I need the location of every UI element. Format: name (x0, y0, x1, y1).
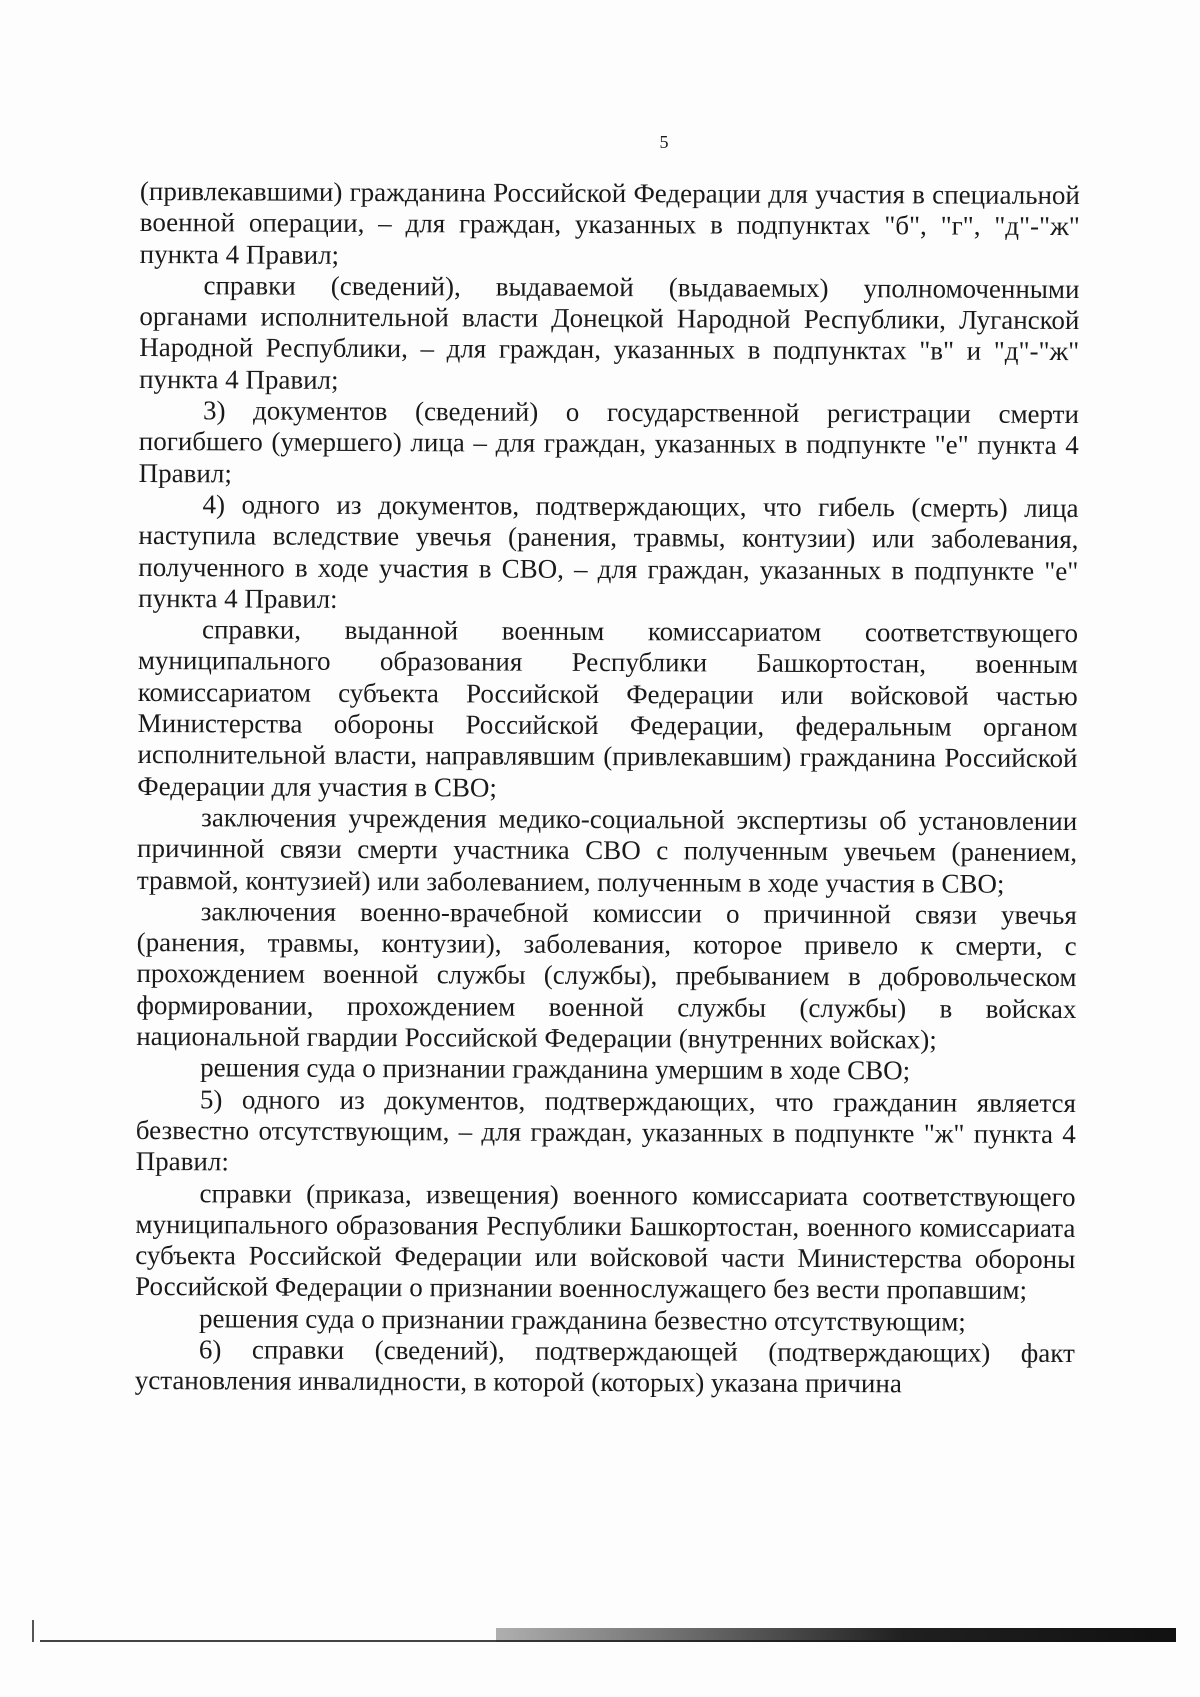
paragraph: заключения учреждения медико-социальной экспертизы об установлении причинной связи смерти участника СВО с полученным увечьем (ранением, травмой, контузией) или заболеванием, полученным в ходе участия в СВО; (136, 802, 1078, 899)
paragraph: справки (сведений), выдаваемой (выдаваемых) уполномоченными органами исполнительной власти Донецкой Народной Республики, Луганской Народной Республики, – для граждан, указанных в подпунктах "в" и "д"-"ж" пункта 4 Правил; (139, 270, 1080, 395)
page-number: 5 (659, 132, 669, 152)
paragraph: заключения военно-врачебной комиссии о причинной связи увечья (ранения, травмы, контузии), заболевания, которое привело к смерти, с прохождением военной службы (службы), пребыванием в добровольческом формировании, прохождением военной службы (службы) в войсках национальной гвардии Российской Федерации (внутренних войсках); (136, 896, 1077, 1055)
paragraph: решения суда о признании гражданина умершим в ходе СВО; (200, 1052, 911, 1086)
paragraph: справки, выданной военным комиссариатом соответствующего муниципального образования Республики Башкортостан, военным комиссариатом субъекта Российской Федерации или войсковой частью Министерства обороны Российской Федерации, федеральным органом исполнительной власти, направлявшим (привлекавшим) гражданина Российской Федерации для участия в СВО; (137, 614, 1079, 803)
paragraph: 4) одного из документов, подтверждающих, что гибель (смерть) лица наступила вследствие увечья (ранения, травмы, контузии) или заболевания, полученного в ходе участия в СВО, – для граждан, указанных в подпункте "е" пункта 4 Правил: (138, 489, 1079, 614)
scan-edge-mark (32, 1620, 34, 1642)
paragraph: решения суда о признании гражданина безвестно отсутствующим; (198, 1302, 966, 1337)
paragraph: справки (приказа, извещения) военного комиссариата соответствующего муниципального образования Республики Башкортостан, военного комиссариата субъекта Российской Федерации или войсковой части Министерства обороны Российской Федерации о признании военнослужащего без вести пропавшим; (135, 1177, 1076, 1306)
paragraph: 5) одного из документов, подтверждающих, что гражданин является безвестно отсутствующим, – для граждан, указанных в подпункте "ж" пункта 4 Правил: (135, 1083, 1077, 1177)
paragraph: 6) справки (сведений), подтверждающей (подтверждающих) факт установления инвалидности, в которой (которых) указана причина (134, 1334, 1075, 1399)
document-body (135, 176, 1080, 1401)
paragraph: 3) документов (сведений) о государственной регистрации смерти погибшего (умершего) лица – для граждан, указанных в подпункте "е" пункта 4 Правил; (138, 395, 1080, 489)
scan-bottom-shadow (496, 1628, 1176, 1642)
paragraph: (привлекавшими) гражданина Российской Федерации для участия в специальной военной операции, – для граждан, указанных в подпунктах "б", "г", "д"-"ж" пункта 4 Правил; (139, 176, 1080, 270)
